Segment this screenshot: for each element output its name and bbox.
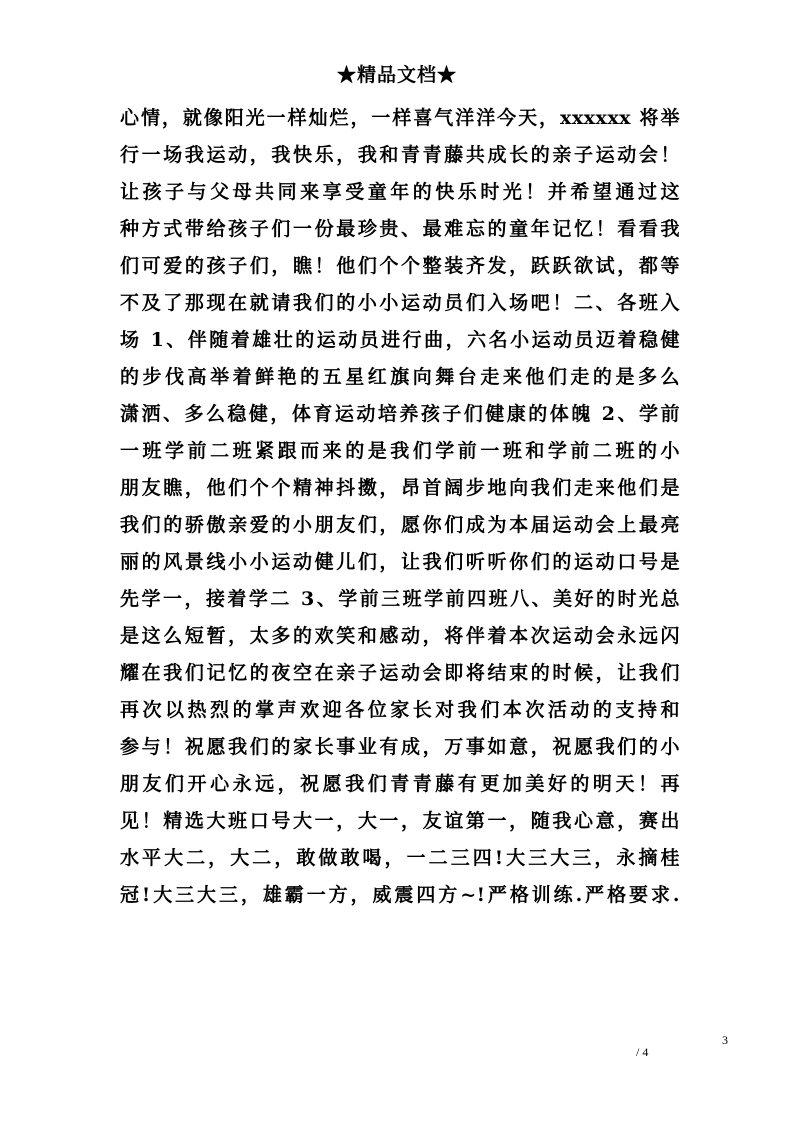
text-line: 不及了那现在就请我们的小小运动员们入场吧！二、各班入 (120, 292, 680, 314)
text-line: 让孩子与父母共同来享受童年的快乐时光！并希望通过这 (120, 181, 680, 203)
text-line: 们可爱的孩子们，瞧！他们个个整装齐发，跃跃欲试，都等 (120, 255, 680, 277)
text-line: 冠!大三大三，雄霸一方，威震四方~!严格训练.严格要求. (120, 884, 680, 906)
text-line: 见！精选大班口号大一，大一，友谊第一，随我心意，赛出 (120, 810, 680, 832)
text-line: 朋友们开心永远，祝愿我们青青藤有更加美好的明天！再 (120, 773, 680, 795)
document-header-title: ★精品文档★ (336, 64, 457, 86)
text-line: 再次以热烈的掌声欢迎各位家长对我们本次活动的支持和 (120, 699, 680, 721)
text-line: 参与！祝愿我们的家长事业有成，万事如意，祝愿我们的小 (120, 736, 680, 758)
text-line: 心情，就像阳光一样灿烂，一样喜气洋洋今天，xxxxxx 将举 (120, 107, 680, 129)
text-line: 一班学前二班紧跟而来的是我们学前一班和学前二班的小 (120, 440, 680, 462)
page-number: 3 (722, 1033, 728, 1047)
text-line: 水平大二，大二，敢做敢喝，一二三四!大三大三，永摘桂 (120, 847, 680, 869)
text-line: 朋友瞧，他们个个精神抖擞，昂首阔步地向我们走来他们是 (120, 477, 680, 499)
text-line: 行一场我运动，我快乐，我和青青藤共成长的亲子运动会！ (120, 144, 680, 166)
text-line: 潇洒、多么稳健，体育运动培养孩子们健康的体魄 2、学前 (120, 403, 680, 425)
page-total: / 4 (636, 1045, 649, 1059)
text-line: 耀在我们记忆的夜空在亲子运动会即将结束的时候，让我们 (120, 662, 680, 684)
text-line: 我们的骄傲亲爱的小朋友们，愿你们成为本届运动会上最亮 (120, 514, 680, 536)
text-line: 种方式带给孩子们一份最珍贵、最难忘的童年记忆！看看我 (120, 218, 680, 240)
text-line: 先学一，接着学二 3、学前三班学前四班八、美好的时光总 (120, 588, 680, 610)
document-body (120, 100, 680, 914)
text-line: 场 1、伴随着雄壮的运动员进行曲，六名小运动员迈着稳健 (120, 329, 680, 351)
text-line: 丽的风景线小小运动健儿们，让我们听听你们的运动口号是 (120, 551, 680, 573)
text-line: 的步伐高举着鲜艳的五星红旗向舞台走来他们走的是多么 (120, 366, 680, 388)
text-line: 是这么短暂，太多的欢笑和感动，将伴着本次运动会永远闪 (120, 625, 680, 647)
